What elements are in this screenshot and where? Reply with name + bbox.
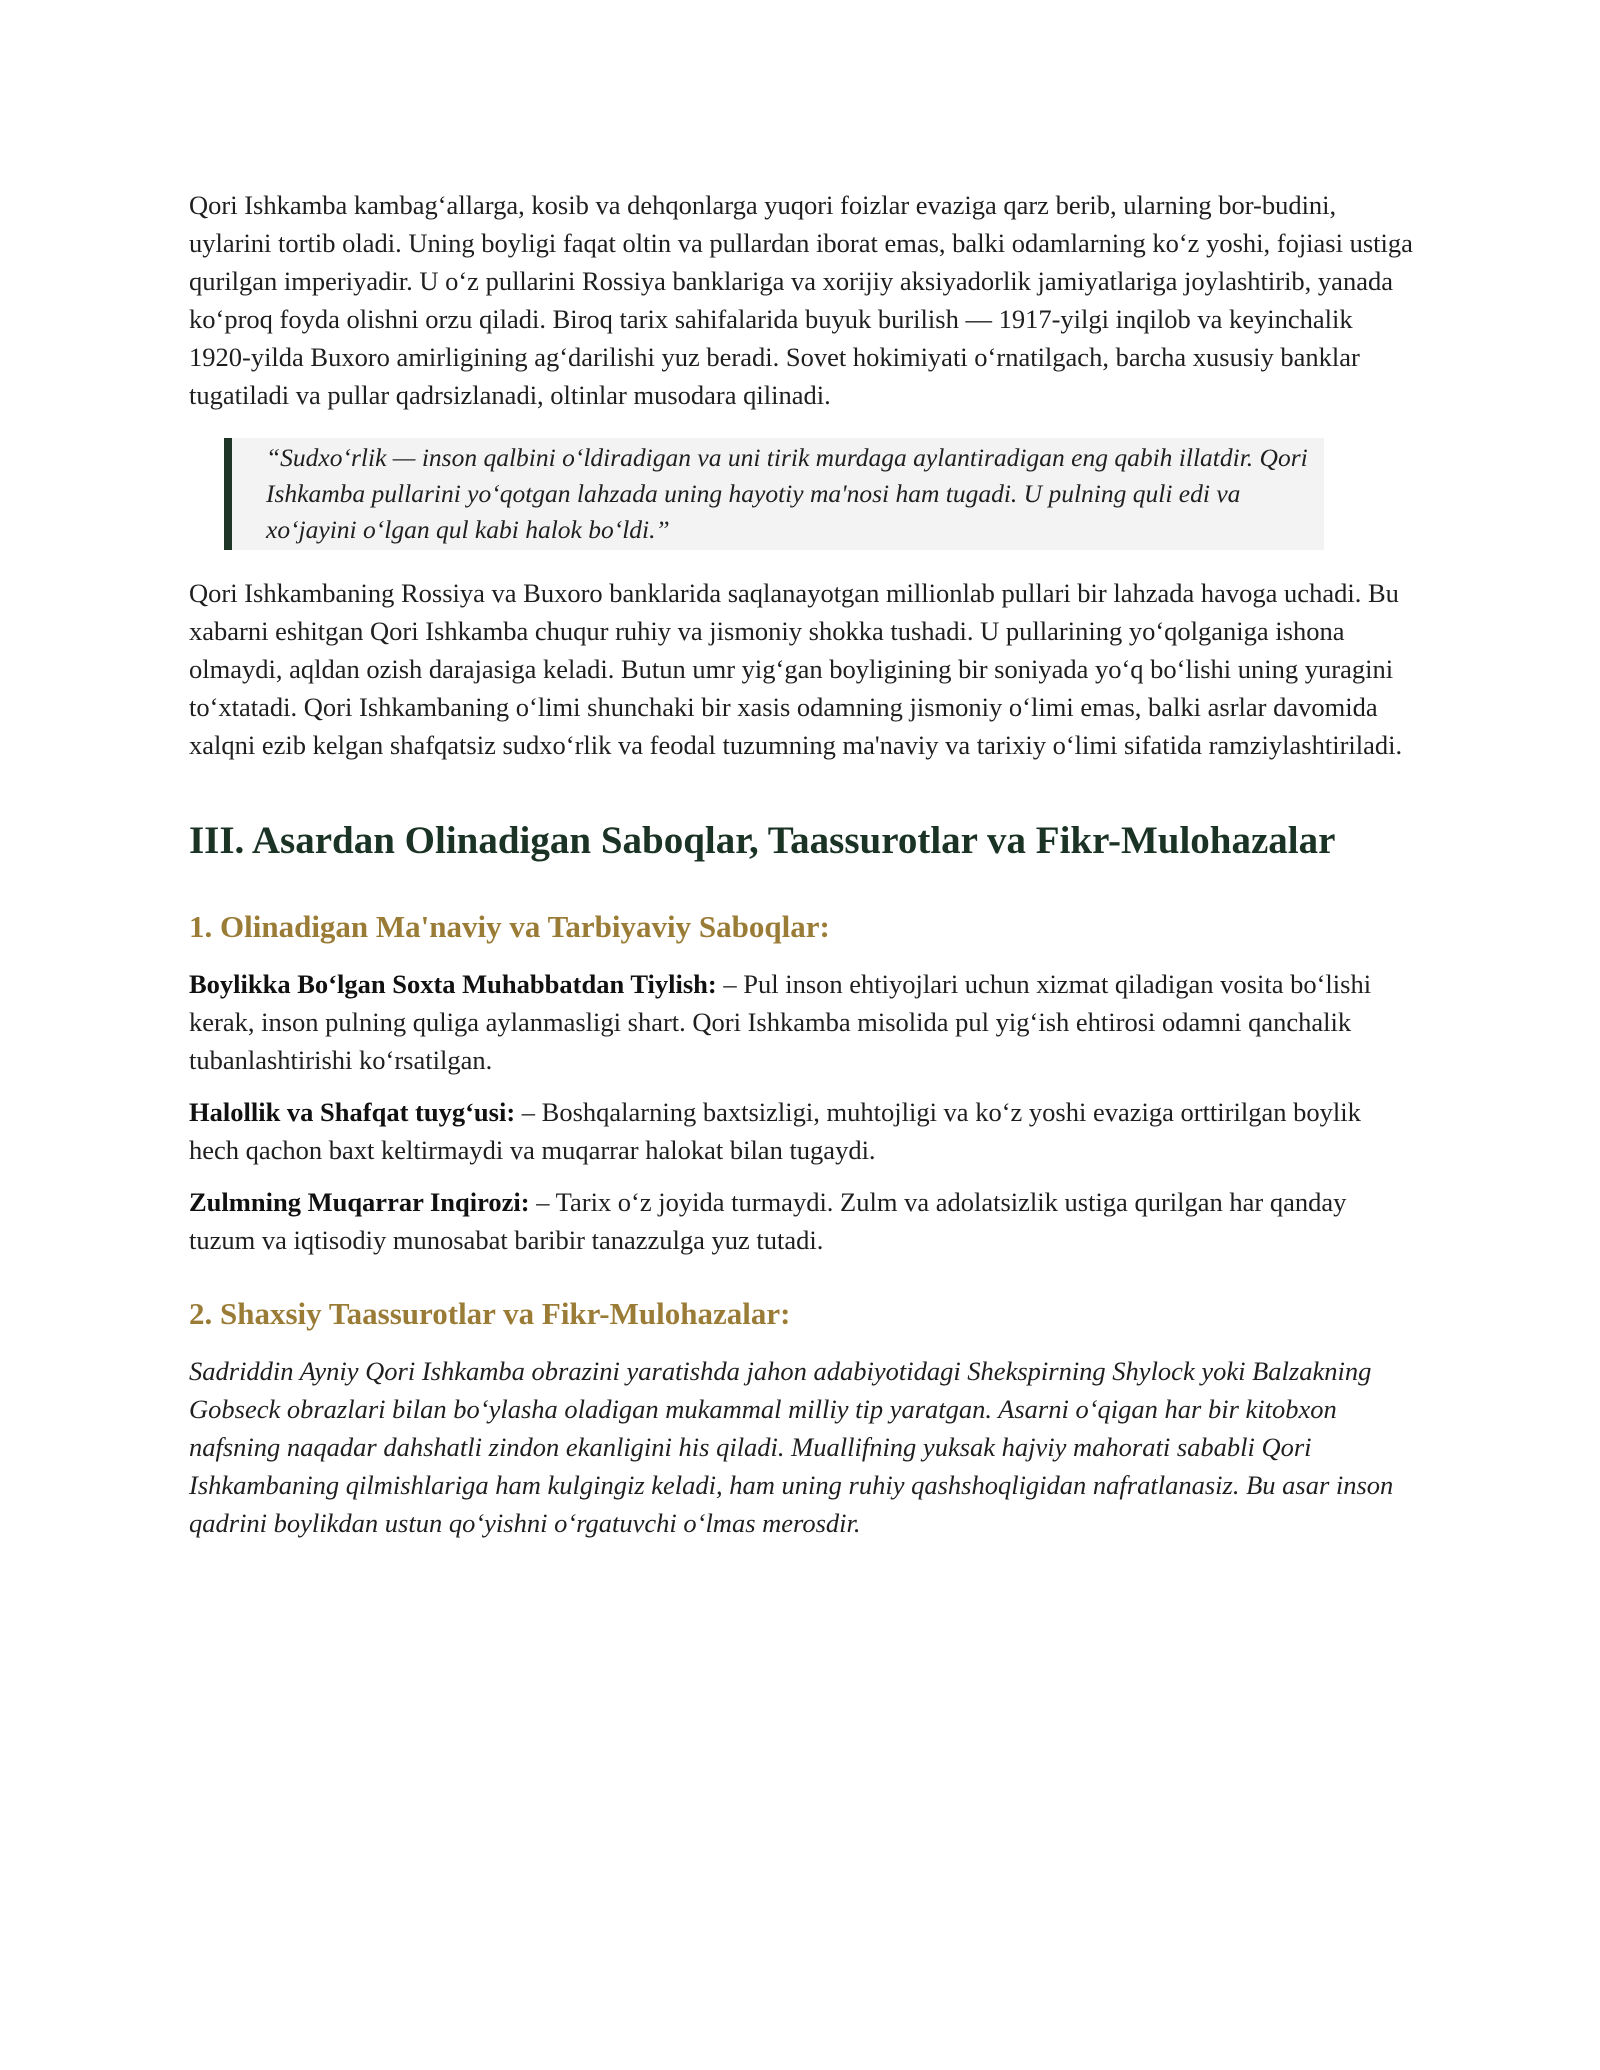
lesson-item [189, 965, 1414, 1079]
section-heading: III. Asardan Olinadigan Saboqlar, Taassurotlar va Fikr-Mulohazalar [189, 819, 1336, 862]
lesson-term: Boylikka Boʻlgan Soxta Muhabbatdan Tiylish: [189, 969, 717, 999]
impressions-paragraph: Sadriddin Ayniy Qori Ishkamba obrazini yaratishda jahon adabiyotidagi Shekspirning Shylock yoki Balzakning Gobseck obrazlari bilan boʻylasha oladigan mukammal milliy tip yaratgan. Asarni oʻqigan har bir kitobxon nafsning naqadar dahshatli zindon ekanligini his qiladi. Muallifning yuksak hajviy mahorati sababli Qori Ishkambaning qilmishlariga ham kulgingiz keladi, ham uning ruhiy qashshoqligidan nafratlanasiz. Bu asar inson qadrini boylikdan ustun qoʻyishni oʻrgatuvchi oʻlmas merosdir. [189, 1356, 1394, 1538]
lesson-text: – Boshqalarning baxtsizligi, muhtojligi va koʻz yoshi evaziga orttirilgan boylik hech qachon baxt keltirmaydi va muqarrar halokat bilan tugaydi. [189, 1097, 1361, 1165]
lesson-term: Zulmning Muqarrar Inqirozi: [189, 1187, 530, 1217]
subsection-2-title: 2. Shaxsiy Taassurotlar va Fikr-Mulohazalar: [189, 1296, 791, 1331]
quote-text: “Sudxoʻrlik — inson qalbini oʻldiradigan va uni tirik murdaga aylantiradigan eng qabih illatdir. Qori Ishkamba pullarini yoʻqotgan lahzada uning hayotiy ma'nosi ham tugadi. U pulning quli edi va xoʻjayini oʻlgan qul kabi halok boʻldi.” [266, 443, 1308, 544]
document-page [189, 186, 1414, 1542]
subsection-1-title: 1. Olinadigan Ma'naviy va Tarbiyaviy Saboqlar: [189, 909, 830, 944]
lesson-term: Halollik va Shafqat tuygʻusi: [189, 1097, 516, 1127]
intro-paragraph: Qori Ishkamba kambagʻallarga, kosib va dehqonlarga yuqori foizlar evaziga qarz berib, ularning bor-budini, uylarini tortib oladi. Uning boyligi faqat oltin va pullardan iborat emas, balki odamlarning koʻz yoshi, fojiasi ustiga qurilgan imperiyadir. U oʻz pullarini Rossiya banklariga va xorijiy aksiyadorlik jamiyatlariga joylashtirib, yanada koʻproq foyda olishni orzu qiladi. Biroq tarix sahifalarida buyuk burilish — 1917-yilgi inqilob va keyinchalik 1920-yilda Buxoro amirligining agʻdarilishi yuz beradi. Sovet hokimiyati oʻrnatilgach, barcha xususiy banklar tugatiladi va pullar qadrsizlanadi, oltinlar musodara qilinadi. [189, 190, 1413, 410]
lesson-item [189, 1093, 1414, 1169]
lesson-text: – Pul inson ehtiyojlari uchun xizmat qiladigan vosita boʻlishi kerak, inson pulning quliga aylanmasligi shart. Qori Ishkamba misolida pul yigʻish ehtirosi odamni qanchalik tubanlashtirishi koʻrsatilgan. [189, 969, 1372, 1075]
second-paragraph: Qori Ishkambaning Rossiya va Buxoro banklarida saqlanayotgan millionlab pullari bir lahzada havoga uchadi. Bu xabarni eshitgan Qori Ishkamba chuqur ruhiy va jismoniy shokka tushadi. U pullarining yoʻqolganiga ishona olmaydi, aqldan ozish darajasiga keladi. Butun umr yigʻgan boyligining bir soniyada yoʻq boʻlishi uning yuragini toʻxtatadi. Qori Ishkambaning oʻlimi shunchaki bir xasis odamning jismoniy oʻlimi emas, balki asrlar davomida xalqni ezib kelgan shafqatsiz sudxoʻrlik va feodal tuzumning ma'naviy va tarixiy oʻlimi sifatida ramziylashtiriladi. [189, 578, 1403, 760]
blockquote [224, 438, 1324, 550]
impressions-block [189, 1352, 1414, 1542]
lesson-item [189, 1183, 1414, 1259]
lesson-text: – Tarix oʻz joyida turmaydi. Zulm va adolatsizlik ustiga qurilgan har qanday tuzum va iqtisodiy munosabat baribir tanazzulga yuz tutadi. [189, 1187, 1347, 1255]
